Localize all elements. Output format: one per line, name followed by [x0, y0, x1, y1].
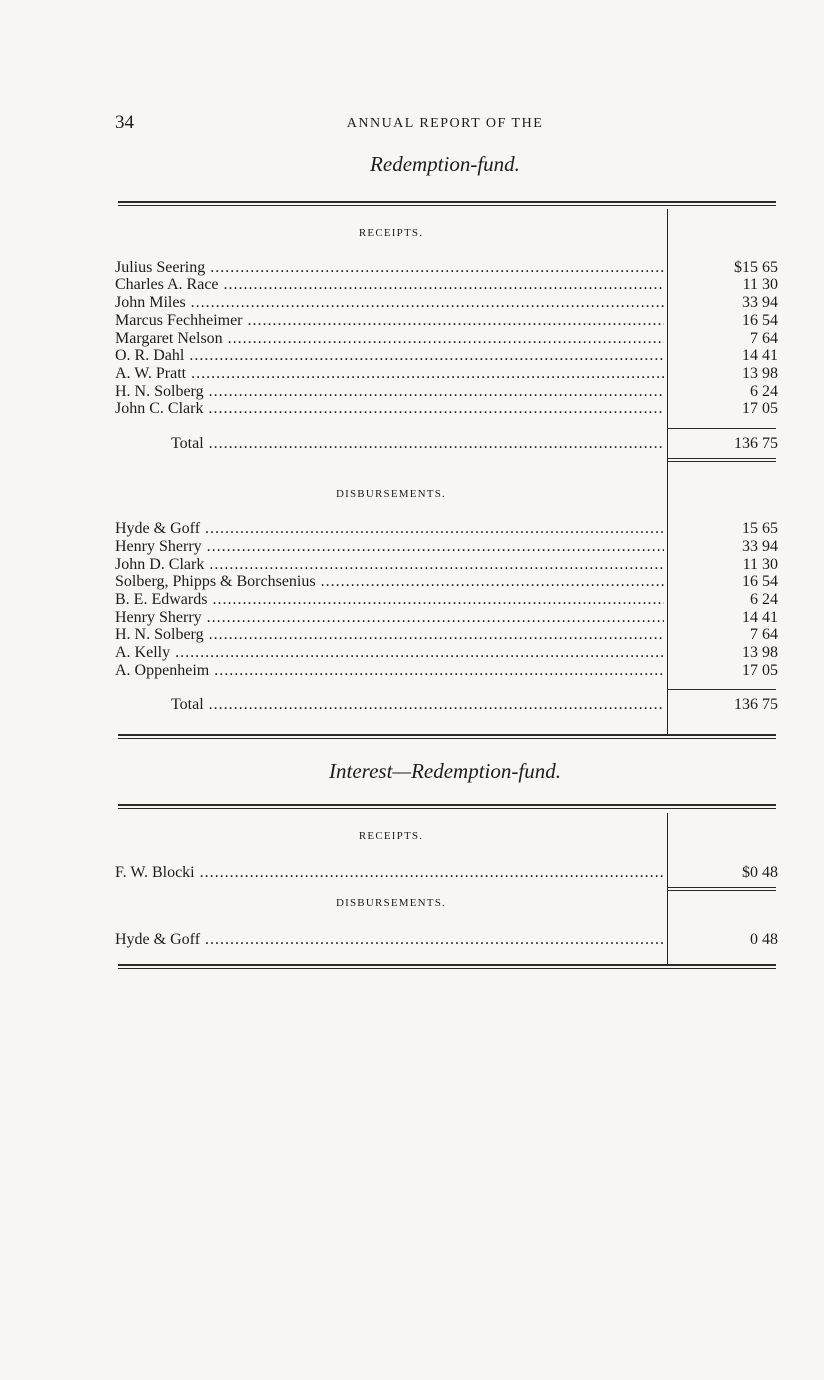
row-name: Hyde & Goff ..... — [115, 931, 664, 949]
table-row — [115, 573, 778, 591]
row-amount: 14 41 — [742, 347, 778, 364]
row-name: H. N. Solberg ..... — [115, 626, 664, 644]
row-amount: 33 94 — [742, 294, 778, 311]
total-label: Total ..... — [115, 696, 664, 714]
row-amount: 16 54 — [742, 573, 778, 590]
table-row — [115, 931, 778, 949]
row-name: F. W. Blocki ..... — [115, 864, 664, 882]
row-name: Julius Seering ..... — [115, 259, 664, 277]
row-name: John C. Clark ..... — [115, 400, 664, 418]
row-amount: 14 41 — [742, 609, 778, 626]
table-row — [115, 330, 778, 348]
row-name: Henry Sherry ..... — [115, 609, 664, 627]
table-row — [115, 276, 778, 294]
table-row — [115, 259, 778, 277]
section-title-redemption-fund: Redemption-fund. — [370, 152, 520, 176]
row-name: B. E. Edwards ..... — [115, 591, 664, 609]
row-name: Hyde & Goff ..... — [115, 520, 664, 538]
row-amount: 0 48 — [750, 931, 778, 948]
row-amount: 6 24 — [750, 591, 778, 608]
table-bottom-rule — [118, 734, 776, 739]
table-row — [115, 609, 778, 627]
row-name: John Miles ..... — [115, 294, 664, 312]
row-amount: 16 54 — [742, 312, 778, 329]
table-row — [115, 383, 778, 401]
running-title: ANNUAL REPORT OF THE — [346, 116, 544, 131]
row-name: H. N. Solberg ..... — [115, 383, 664, 401]
table-bottom-rule — [118, 964, 776, 969]
row-amount: 13 98 — [742, 644, 778, 661]
table-row — [115, 864, 778, 882]
table-row — [115, 626, 778, 644]
table-row — [115, 538, 778, 556]
row-amount: 13 98 — [742, 365, 778, 382]
row-amount: $15 65 — [734, 259, 778, 276]
total-double-rule — [668, 887, 776, 891]
row-name: Solberg, Phipps & Borchsenius ..... — [115, 573, 664, 591]
total-rule — [668, 689, 776, 690]
running-head — [115, 112, 775, 136]
row-amount: $0 48 — [742, 864, 778, 881]
receipts-heading: RECEIPTS. — [358, 830, 424, 842]
row-amount: 11 30 — [742, 276, 778, 293]
row-name: A. Kelly ..... — [115, 644, 664, 662]
table-row — [115, 400, 778, 418]
table-row — [115, 520, 778, 538]
total-amount: 136 75 — [734, 435, 778, 452]
section-title-interest-redemption-fund: Interest—Redemption-fund. — [329, 759, 561, 783]
row-amount: 33 94 — [742, 538, 778, 555]
total-row — [115, 435, 778, 453]
table-top-rule — [118, 804, 776, 809]
row-amount: 17 05 — [742, 662, 778, 679]
row-amount: 11 30 — [742, 556, 778, 573]
table-row — [115, 294, 778, 312]
total-rule — [668, 428, 776, 429]
table-row — [115, 347, 778, 365]
table-row — [115, 644, 778, 662]
row-amount: 15 65 — [742, 520, 778, 537]
total-row — [115, 696, 778, 714]
disbursements-heading: DISBURSEMENTS. — [335, 488, 446, 500]
total-amount: 136 75 — [734, 696, 778, 713]
total-label: Total ..... — [115, 435, 664, 453]
table-row — [115, 591, 778, 609]
row-name: Marcus Fechheimer ..... — [115, 312, 664, 330]
row-name: Henry Sherry ..... — [115, 538, 664, 556]
table-row — [115, 662, 778, 680]
row-amount: 6 24 — [750, 383, 778, 400]
row-amount: 7 64 — [750, 626, 778, 643]
disbursements-heading: DISBURSEMENTS. — [335, 897, 446, 909]
row-name: A. Oppenheim ..... — [115, 662, 664, 680]
receipts-heading: RECEIPTS. — [358, 227, 424, 239]
row-name: John D. Clark ..... — [115, 556, 664, 574]
total-double-rule — [668, 458, 776, 462]
row-name: O. R. Dahl ..... — [115, 347, 664, 365]
row-name: Charles A. Race ..... — [115, 276, 664, 294]
row-name: A. W. Pratt ..... — [115, 365, 664, 383]
row-amount: 17 05 — [742, 400, 778, 417]
row-amount: 7 64 — [750, 330, 778, 347]
table-row — [115, 556, 778, 574]
table-row — [115, 312, 778, 330]
table-row — [115, 365, 778, 383]
row-name: Margaret Nelson ..... — [115, 330, 664, 348]
page-number: 34 — [115, 112, 134, 133]
table-top-rule — [118, 201, 776, 206]
